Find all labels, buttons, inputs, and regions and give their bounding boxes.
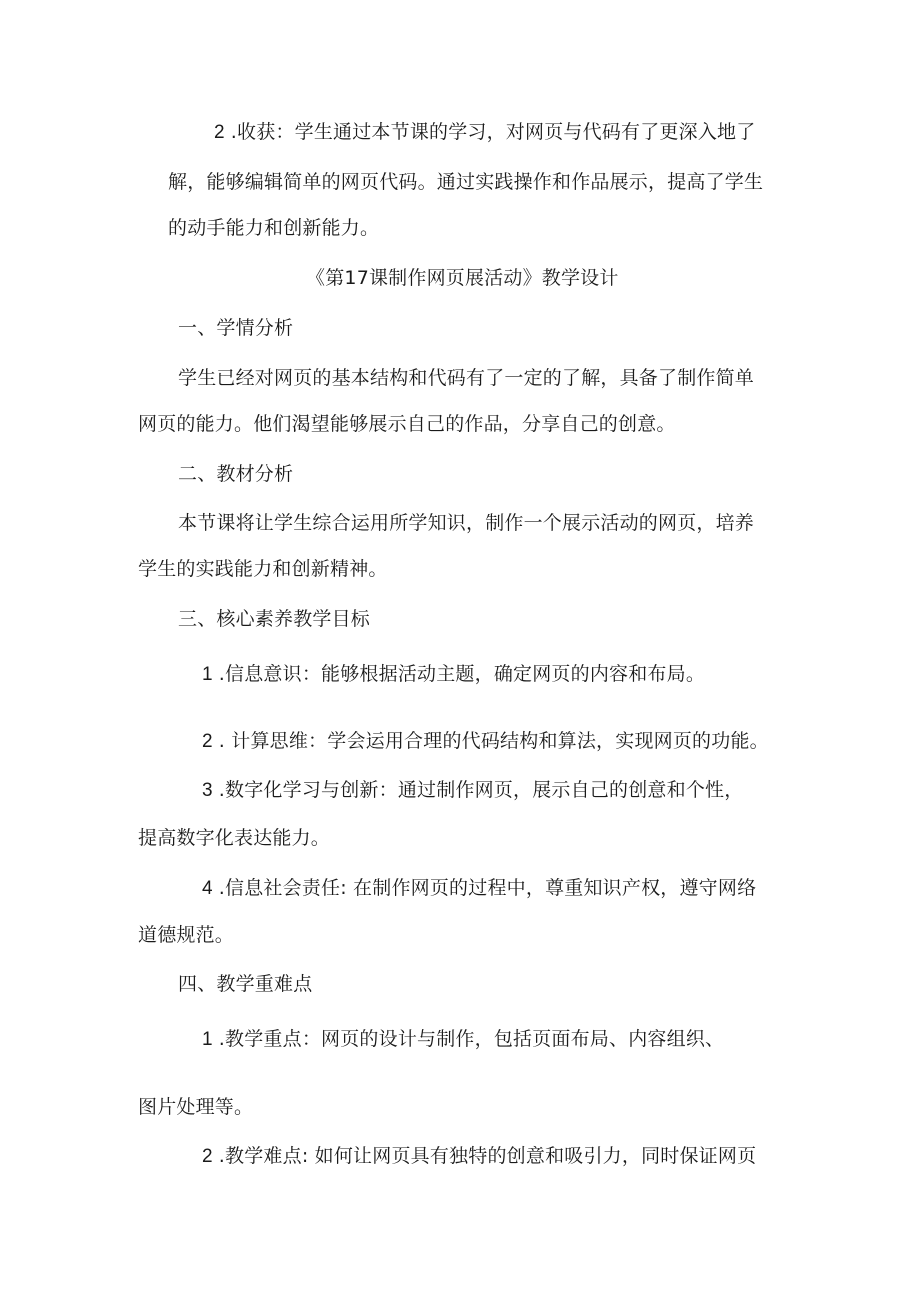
goal-item-2 [202,728,769,755]
item-number: 2 [202,731,213,752]
item-number: 1 [202,1029,213,1050]
item-text: .信息意识：能够根据活动主题，确定网页的内容和布局。 [218,663,706,685]
item-number: 1 [202,664,213,685]
paragraph-text: .收获：学生通过本节课的学习，对网页与代码有了更深入地了 [230,121,756,143]
s1-line-2: 网页的能力。他们渴望能够展示自己的作品，分享自己的创意。 [138,413,676,435]
item-number: 2 [202,1146,213,1167]
s2-line-2: 学生的实践能力和创新精神。 [138,558,388,580]
item-text: .教学重点：网页的设计与制作，包括页面布局、内容组织、 [218,1028,725,1050]
section-heading-1: 一、学情分析 [178,317,294,339]
goal-item-4-line-2: 道德规范。 [138,924,235,946]
key-item-1 [202,1026,724,1053]
gain-line-3: 的动手能力和创新能力。 [168,217,380,239]
goal-item-1 [202,661,705,688]
item-text: . 计算思维：学会运用合理的代码结构和算法，实现网页的功能。 [218,730,769,752]
section-heading-2: 二、教材分析 [178,463,294,485]
goal-item-3 [202,777,743,804]
key-item-2 [202,1143,756,1170]
document-title: 《第17课制作网页展活动》教学设计 [306,267,619,289]
item-number: 3 [202,780,213,801]
goal-item-4 [202,875,756,902]
item-number: 2 [214,122,225,143]
item-text: .教学难点: 如何让网页具有独特的创意和吸引力，同时保证网页 [218,1145,757,1167]
item-text: .信息社会责任: 在制作网页的过程中，尊重知识产权，遵守网络 [218,877,757,899]
key-item-1-line-2: 图片处理等。 [138,1096,254,1118]
s2-line-1: 本节课将让学生综合运用所学知识，制作一个展示活动的网页，培养 [178,512,755,534]
item-text: .数字化学习与创新：通过制作网页，展示自己的创意和个性， [218,779,744,801]
item-number: 4 [202,878,213,899]
gain-line-2: 解，能够编辑简单的网页代码。通过实践操作和作品展示，提高了学生 [168,171,764,193]
section-heading-3: 三、核心素养教学目标 [178,608,371,630]
gain-line-1 [214,119,755,146]
goal-item-3-line-2: 提高数字化表达能力。 [138,827,331,849]
s1-line-1: 学生已经对网页的基本结构和代码有了一定的了解，具备了制作简单 [178,367,755,389]
section-heading-4: 四、教学重难点 [178,973,313,995]
